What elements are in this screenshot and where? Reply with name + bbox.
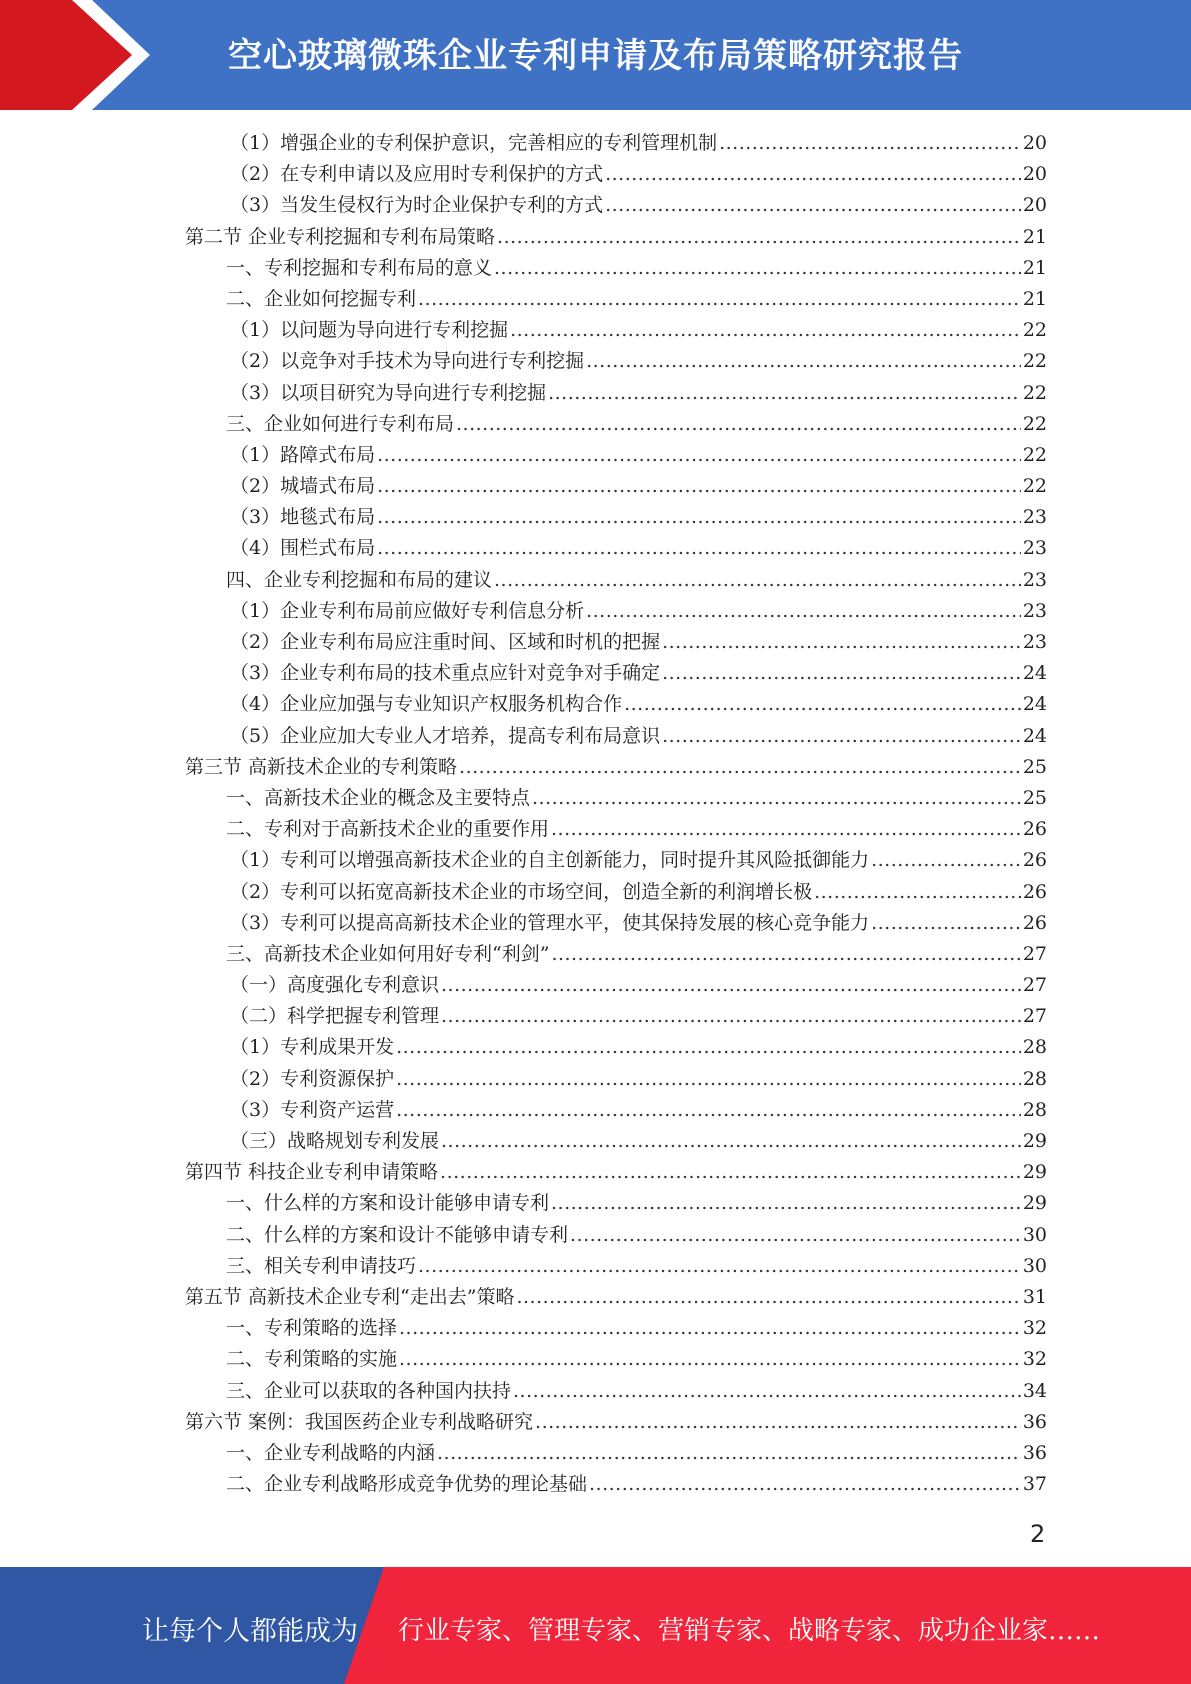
toc-dot-leader <box>662 721 1021 752</box>
toc-entry-page: 26 <box>1022 818 1047 841</box>
toc-dot-leader <box>551 939 1020 970</box>
toc-dot-leader <box>399 1313 1021 1344</box>
toc-entry-page: 23 <box>1022 568 1047 591</box>
toc-dot-leader <box>513 1376 1021 1407</box>
toc-dot-leader <box>570 1220 1021 1251</box>
toc-entry-page: 22 <box>1022 443 1047 466</box>
toc-entry-label: （3）企业专利布局的技术重点应针对竞争对手确定 <box>230 662 661 685</box>
toc-entry[interactable] <box>0 1438 1191 1469</box>
toc-entry-page: 28 <box>1022 1067 1047 1090</box>
toc-entry[interactable] <box>0 502 1191 533</box>
toc-dot-leader <box>396 1095 1021 1126</box>
toc-entry-label: 一、专利策略的选择 <box>226 1317 398 1340</box>
toc-entry-label: （2）企业专利布局应注重时间、区域和时机的把握 <box>230 631 661 653</box>
toc-dot-leader <box>548 378 1021 409</box>
toc-dot-leader <box>605 190 1021 221</box>
toc-dot-leader <box>494 253 1021 284</box>
toc-dot-leader <box>377 440 1021 471</box>
toc-entry[interactable] <box>0 284 1191 315</box>
toc-dot-leader <box>440 1157 1021 1188</box>
toc-entry-label: （3）专利资产运营 <box>230 1098 395 1121</box>
toc-entry-page: 31 <box>1022 1285 1047 1308</box>
toc-entry-page: 37 <box>1022 1473 1047 1496</box>
toc-entry[interactable] <box>0 1001 1191 1032</box>
toc-entry[interactable] <box>0 128 1191 159</box>
toc-entry-label: （4）围栏式布局 <box>230 537 376 560</box>
toc-dot-leader <box>456 409 1021 440</box>
toc-entry-label: （3）专利可以提高高新技术企业的管理水平，使其保持发展的核心竞争能力 <box>230 911 870 934</box>
toc-entry-page: 22 <box>1022 319 1047 342</box>
toc-entry-label: （5）企业应加大专业人才培养，提高专利布局意识 <box>230 724 661 747</box>
toc-entry[interactable] <box>0 658 1191 689</box>
toc-dot-leader <box>551 1188 1021 1219</box>
toc-entry-label: （3）地毯式布局 <box>230 506 376 529</box>
toc-entry[interactable] <box>0 783 1191 814</box>
toc-dot-leader <box>396 1064 1021 1095</box>
toc-entry[interactable] <box>0 1220 1191 1251</box>
toc-entry[interactable] <box>0 1469 1191 1500</box>
toc-entry-label: 第三节 高新技术企业的专利策略 <box>185 755 458 778</box>
footer-slogan-right: 行业专家、管理专家、营销专家、战略专家、成功企业家…… <box>398 1616 1101 1646</box>
toc-entry-label: 三、相关专利申请技巧 <box>226 1254 417 1277</box>
toc-entry-label: （2）专利资源保护 <box>230 1067 395 1090</box>
toc-dot-leader <box>662 627 1021 658</box>
toc-entry[interactable] <box>0 1251 1191 1282</box>
toc-entry-label: （1）专利成果开发 <box>230 1036 395 1059</box>
toc-entry-page: 30 <box>1022 1254 1047 1277</box>
header-bar <box>0 0 1191 110</box>
toc-entry-page: 24 <box>1022 724 1047 747</box>
toc-dot-leader <box>586 596 1021 627</box>
toc-dot-leader <box>441 970 1021 1001</box>
toc-entry-label: 一、专利挖掘和专利布局的意义 <box>226 256 493 279</box>
toc-entry-page: 22 <box>1022 412 1047 435</box>
toc-entry-label: 二、企业专利战略形成竞争优势的理论基础 <box>226 1473 588 1496</box>
toc-entry-page: 21 <box>1022 225 1047 248</box>
toc-entry[interactable] <box>0 1032 1191 1063</box>
toc-entry-page: 25 <box>1022 786 1047 809</box>
toc-dot-leader <box>589 1469 1021 1500</box>
toc-entry[interactable] <box>0 939 1191 970</box>
toc-entry-label: 第六节 案例：我国医药企业专利战略研究 <box>185 1410 534 1433</box>
toc-entry-label: （2）以竞争对手技术为导向进行专利挖掘 <box>230 350 585 373</box>
toc-entry-page: 20 <box>1022 194 1047 217</box>
toc-entry-label: （1）专利可以增强高新技术企业的自主创新能力，同时提升其风险抵御能力 <box>230 849 870 872</box>
toc-entry-label: 二、专利策略的实施 <box>226 1348 398 1371</box>
toc-entry-label: 二、企业如何挖掘专利 <box>226 287 417 310</box>
toc-entry[interactable] <box>0 253 1191 284</box>
toc-entry-label: （1）增强企业的专利保护意识，完善相应的专利管理机制 <box>230 132 718 154</box>
toc-entry-label: （3）当发生侵权行为时企业保护专利的方式 <box>230 194 604 217</box>
toc-dot-leader <box>624 689 1021 720</box>
toc-entry-page: 36 <box>1022 1441 1047 1464</box>
page-number: 2 <box>1030 1520 1046 1548</box>
toc-dot-leader <box>814 877 1021 908</box>
toc-entry-label: （2）专利可以拓宽高新技术企业的市场空间，创造全新的利润增长极 <box>230 880 813 903</box>
toc-entry-page: 32 <box>1022 1317 1047 1340</box>
toc-dot-leader <box>535 1407 1021 1438</box>
toc-entry[interactable] <box>0 596 1191 627</box>
toc-entry[interactable] <box>0 908 1191 939</box>
toc-entry[interactable] <box>0 222 1191 253</box>
toc-entry[interactable] <box>0 315 1191 346</box>
toc-entry-label: （3）以项目研究为导向进行专利挖掘 <box>230 381 547 404</box>
header-chevron-icon <box>0 0 150 110</box>
toc-entry[interactable] <box>0 440 1191 471</box>
toc-entry-label: 第四节 科技企业专利申请策略 <box>185 1161 439 1184</box>
toc-entry[interactable] <box>0 970 1191 1001</box>
toc-entry-page: 28 <box>1022 1098 1047 1121</box>
toc-entry[interactable] <box>0 1095 1191 1126</box>
toc-entry[interactable] <box>0 752 1191 783</box>
toc-entry[interactable] <box>0 689 1191 720</box>
toc-entry-page: 36 <box>1022 1410 1047 1433</box>
toc-dot-leader <box>516 1282 1020 1313</box>
toc-entry-label: （4）企业应加强与专业知识产权服务机构合作 <box>230 693 623 716</box>
toc-entry[interactable] <box>0 814 1191 845</box>
toc-entry[interactable] <box>0 1064 1191 1095</box>
toc-entry[interactable] <box>0 877 1191 908</box>
toc-entry-label: 四、企业专利挖掘和布局的建议 <box>226 568 493 591</box>
toc-entry[interactable] <box>0 1407 1191 1438</box>
toc-entry-page: 29 <box>1022 1192 1047 1215</box>
toc-dot-leader <box>586 346 1021 377</box>
toc-entry-page: 20 <box>1022 132 1047 154</box>
toc-entry[interactable] <box>0 1376 1191 1407</box>
toc-entry-page: 34 <box>1022 1379 1047 1402</box>
toc-entry-label: （1）以问题为导向进行专利挖掘 <box>230 319 509 342</box>
toc-entry-page: 26 <box>1022 849 1047 872</box>
toc-entry[interactable] <box>0 565 1191 596</box>
toc-entry-label: 二、专利对于高新技术企业的重要作用 <box>226 818 550 841</box>
toc-entry[interactable] <box>0 190 1191 221</box>
toc-dot-leader <box>441 1001 1021 1032</box>
toc-entry[interactable] <box>0 627 1191 658</box>
toc-entry-page: 25 <box>1022 755 1047 778</box>
toc-entry-label: （三）战略规划专利发展 <box>230 1130 440 1152</box>
toc-entry-page: 22 <box>1022 475 1047 498</box>
toc-dot-leader <box>377 533 1021 564</box>
toc-entry-page: 27 <box>1022 942 1047 965</box>
toc-dot-leader <box>871 845 1021 876</box>
toc-dot-leader <box>497 222 1021 253</box>
toc-entry-page: 23 <box>1022 506 1047 529</box>
footer-slogan-left: 让每个人都能成为 <box>142 1616 358 1647</box>
toc-dot-leader <box>605 159 1021 190</box>
toc-entry-page: 23 <box>1022 599 1047 622</box>
toc-entry-label: 三、企业如何进行专利布局 <box>226 412 455 435</box>
toc-entry[interactable] <box>0 1282 1191 1313</box>
toc-entry-label: 三、高新技术企业如何用好专利“利剑” <box>226 942 550 965</box>
toc-entry-page: 23 <box>1022 631 1047 653</box>
toc-entry-label: （2）城墙式布局 <box>230 475 376 498</box>
toc-entry[interactable] <box>0 378 1191 409</box>
toc-dot-leader <box>418 1251 1021 1282</box>
toc-entry-label: 第五节 高新技术企业专利“走出去”策略 <box>185 1285 515 1308</box>
toc-entry-page: 22 <box>1022 381 1047 404</box>
toc-entry-label: （2）在专利申请以及应用时专利保护的方式 <box>230 163 604 186</box>
document-title: 空心玻璃微珠企业专利申请及布局策略研究报告 <box>228 36 963 76</box>
toc-entry[interactable] <box>0 533 1191 564</box>
toc-entry[interactable] <box>0 1344 1191 1375</box>
toc-entry[interactable] <box>0 471 1191 502</box>
toc-entry-page: 32 <box>1022 1348 1047 1371</box>
toc-entry[interactable] <box>0 721 1191 752</box>
toc-entry-page: 20 <box>1022 163 1047 186</box>
toc-entry[interactable] <box>0 159 1191 190</box>
toc-entry[interactable] <box>0 346 1191 377</box>
toc-dot-leader <box>510 315 1021 346</box>
toc-entry-label: 三、企业可以获取的各种国内扶持 <box>226 1379 512 1402</box>
toc-entry-label: 一、高新技术企业的概念及主要特点 <box>226 786 531 809</box>
toc-dot-leader <box>494 565 1021 596</box>
toc-dot-leader <box>719 128 1021 159</box>
toc-entry-label: （二）科学把握专利管理 <box>230 1005 440 1028</box>
toc-entry-label: 一、什么样的方案和设计能够申请专利 <box>226 1192 550 1215</box>
toc-entry-label: 一、企业专利战略的内涵 <box>226 1441 436 1464</box>
toc-entry-label: 第二节 企业专利挖掘和专利布局策略 <box>185 225 496 248</box>
toc-dot-leader <box>551 814 1021 845</box>
toc-dot-leader <box>459 752 1021 783</box>
toc-entry[interactable] <box>0 409 1191 440</box>
toc-entry[interactable] <box>0 1157 1191 1188</box>
toc-entry-page: 30 <box>1022 1223 1047 1246</box>
toc-entry-label: （一）高度强化专利意识 <box>230 974 440 997</box>
toc-dot-leader <box>532 783 1021 814</box>
toc-entry-page: 26 <box>1022 880 1047 903</box>
toc-entry-page: 26 <box>1022 911 1047 934</box>
toc-entry-page: 29 <box>1022 1161 1047 1184</box>
toc-dot-leader <box>871 908 1021 939</box>
toc-entry-label: （1）企业专利布局前应做好专利信息分析 <box>230 599 585 622</box>
toc-entry-page: 28 <box>1022 1036 1047 1059</box>
toc-entry-page: 24 <box>1022 662 1047 685</box>
toc-entry-page: 29 <box>1022 1130 1047 1152</box>
toc-entry[interactable] <box>0 1188 1191 1219</box>
toc-entry-page: 21 <box>1022 256 1047 279</box>
toc-dot-leader <box>662 658 1021 689</box>
toc-entry-page: 23 <box>1022 537 1047 560</box>
toc-entry-page: 27 <box>1022 1005 1047 1028</box>
toc-entry-page: 21 <box>1022 287 1047 310</box>
toc-entry-page: 22 <box>1022 350 1047 373</box>
toc-dot-leader <box>441 1126 1021 1157</box>
toc-entry[interactable] <box>0 1126 1191 1157</box>
toc-dot-leader <box>418 284 1021 315</box>
toc-entry-page: 24 <box>1022 693 1047 716</box>
toc-entry[interactable] <box>0 1313 1191 1344</box>
toc-entry[interactable] <box>0 845 1191 876</box>
toc-dot-leader <box>399 1344 1021 1375</box>
toc-entry-label: 二、什么样的方案和设计不能够申请专利 <box>226 1223 569 1246</box>
toc-dot-leader <box>377 471 1021 502</box>
toc-dot-leader <box>437 1438 1021 1469</box>
table-of-contents <box>0 128 1191 1500</box>
toc-entry-page: 27 <box>1022 974 1047 997</box>
toc-dot-leader <box>377 502 1021 533</box>
toc-dot-leader <box>396 1032 1021 1063</box>
toc-entry-label: （1）路障式布局 <box>230 443 376 466</box>
